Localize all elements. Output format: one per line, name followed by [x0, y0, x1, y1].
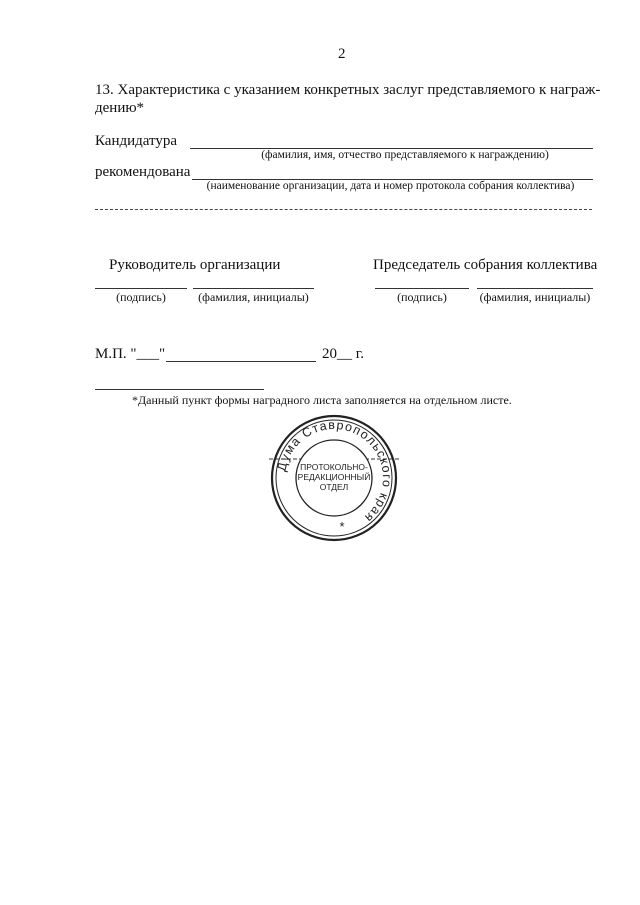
left-name-caption: (фамилия, инициалы): [198, 290, 309, 304]
recommended-extra-line: [95, 209, 592, 210]
page-number: 2: [338, 46, 346, 62]
date-month-line: [166, 361, 316, 362]
seal-star: *: [339, 519, 345, 534]
seal-graphic: [269, 413, 399, 543]
left-signature-caption: (подпись): [116, 290, 166, 304]
left-name-line: [193, 288, 314, 289]
seal-inner-line1: ПРОТОКОЛЬНО-: [300, 462, 368, 472]
footnote-text: *Данный пункт формы наградного листа заполняется на отдельном листе.: [132, 393, 512, 407]
assembly-chairman-title: Председатель собрания коллектива: [373, 257, 598, 273]
right-name-line: [477, 288, 593, 289]
candidacy-caption: (фамилия, имя, отчество представляемого к награждению): [261, 149, 549, 161]
candidacy-label: Кандидатура: [95, 133, 178, 149]
seal-outer-text: Дума Ставропольского края: [274, 417, 395, 526]
seal-inner-line3: ОТДЕЛ: [319, 482, 349, 492]
recommended-caption: (наименование организации, дата и номер протокола собрания коллектива): [206, 180, 575, 192]
stamp-place-label: М.П. "___": [95, 346, 166, 362]
section-13-line2: дению*: [95, 100, 145, 116]
year-label: 20__ г.: [322, 346, 364, 362]
recommended-label: рекомендована: [95, 164, 191, 180]
head-of-organization-title: Руководитель организации: [109, 257, 281, 273]
right-signature-caption: (подпись): [397, 290, 447, 304]
right-name-caption: (фамилия, инициалы): [479, 290, 591, 304]
right-signature-line: [375, 288, 469, 289]
left-signature-line: [95, 288, 187, 289]
section-13-line1: 13. Характеристика с указанием конкретных заслуг представляемого к награж-: [95, 82, 601, 98]
seal-inner-line2: РЕДАКЦИОННЫЙ: [297, 472, 371, 482]
official-seal: [269, 413, 399, 543]
footnote-separator: [95, 389, 264, 390]
